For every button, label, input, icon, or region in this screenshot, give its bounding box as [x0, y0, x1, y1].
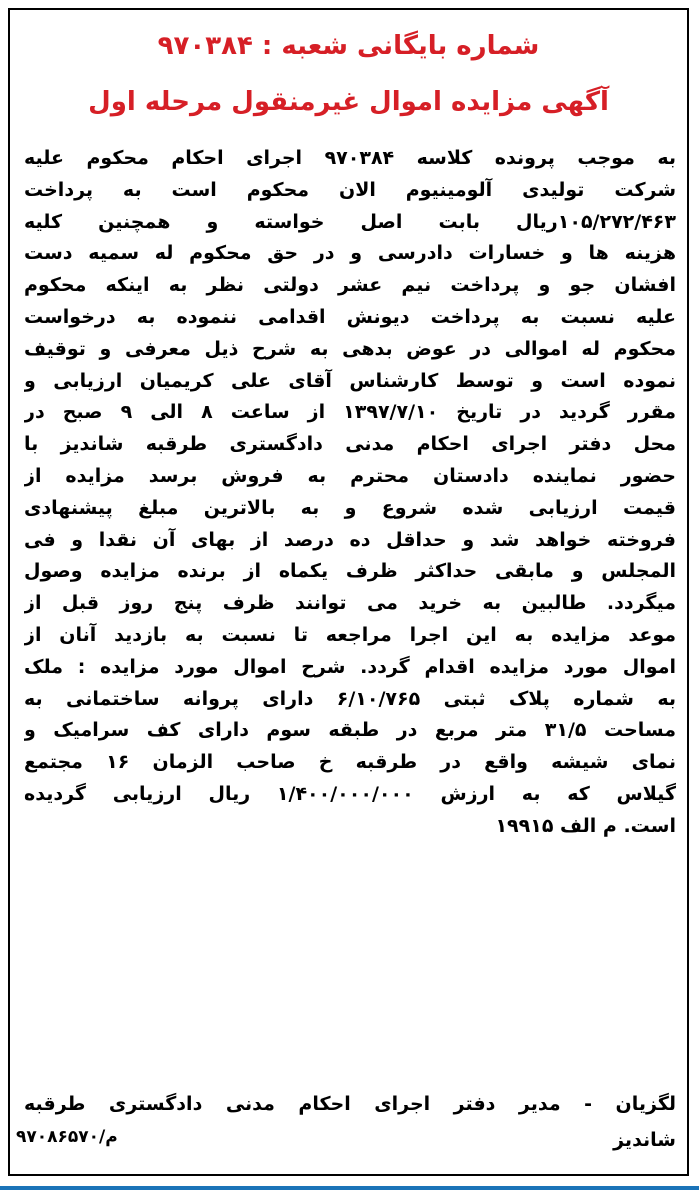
body-line: است. م الف ۱۹۹۱۵ — [495, 814, 676, 837]
body-line: مقرر گردید در تاریخ ۱۳۹۷/۷/۱۰ از ساعت ۸ الی ۹ صبح در — [24, 401, 676, 424]
body-line: محکوم له اموالی در عوض بدهی به شرح ذیل معرفی و توقیف — [24, 337, 676, 360]
ad-code: م/۹۷۰۸۶۵۷۰ — [16, 1127, 118, 1147]
body-line: قیمت ارزیابی شده شروع و به بالاترین مبلغ پیشنهادی — [24, 496, 676, 519]
signature-line: لگزیان - مدیر دفتر اجرای احکام مدنی دادگستری طرقبه — [24, 1093, 676, 1115]
body-line: هزینه ها و خسارات دادرسی و در حق محکوم له سمیه دست — [24, 242, 676, 265]
body-line: نموده است و توسط کارشناس آقای علی کریمیان ارزیابی و — [24, 369, 676, 392]
body-line: نمای شیشه واقع در طرقبه خ صاحب الزمان ۱۶ مجتمع — [24, 751, 676, 774]
body-line: ۱۰۵/۲۷۲/۴۶۳ریال بابت اصل خواسته و همچنین کلیه — [24, 210, 676, 233]
body-line: مساحت ۳۱/۵ متر مربع در طبقه سوم دارای کف سرامیک و — [24, 719, 676, 742]
signature-line: شاندیز — [613, 1129, 676, 1151]
body-line: حضور نماینده دادستان محترم به فروش برسد مزایده از — [24, 464, 676, 487]
body-line: علیه نسبت به پرداخت دیونش اقدامی ننموده به درخواست — [24, 305, 676, 328]
archive-number-heading: شماره بایگانی شعبه : ۹۷۰۳۸۴ — [157, 31, 540, 61]
body-line: اموال مورد مزایده اقدام گردد. شرح اموال مورد مزایده : ملک — [24, 655, 676, 678]
bottom-rule — [0, 1186, 699, 1190]
body-line: میگردد. طالبین به خرید می توانند ظرف پنج روز قبل از — [24, 592, 676, 615]
body-line: فروخته خواهد شد و حداقل ده درصد از بهای آن نقدا و فی — [24, 528, 676, 551]
notice-title: آگهی مزایده اموال غیرمنقول مرحله اول — [88, 87, 609, 117]
body-line: گیلاس که به ارزش ۱/۴۰۰/۰۰۰/۰۰۰ ریال ارزیابی گردیده — [24, 782, 676, 805]
body-line: شرکت تولیدی آلومینیوم الان محکوم است به پرداخت — [24, 178, 676, 201]
body-line: به موجب پرونده کلاسه ۹۷۰۳۸۴ اجرای احکام محکوم علیه — [24, 147, 676, 169]
signature-block — [24, 1086, 676, 1158]
body-line: موعد مزایده به این اجرا مراجعه تا نسبت به بازدید آنان از — [24, 623, 676, 646]
body-line: المجلس و مابقی حداکثر ظرف یکماه از برنده مزایده وصول — [24, 560, 676, 583]
body-line: به شماره پلاک ثبتی ۶/۱۰/۷۶۵ دارای پروانه ساختمانی به — [24, 687, 676, 710]
notice-body — [24, 143, 676, 843]
body-line: افشان جو و پرداخت نیم عشر دولتی نظر به اینکه محکوم — [24, 274, 676, 297]
body-line: محل دفتر اجرای احکام مدنی دادگستری طرقبه شاندیز با — [24, 433, 676, 456]
